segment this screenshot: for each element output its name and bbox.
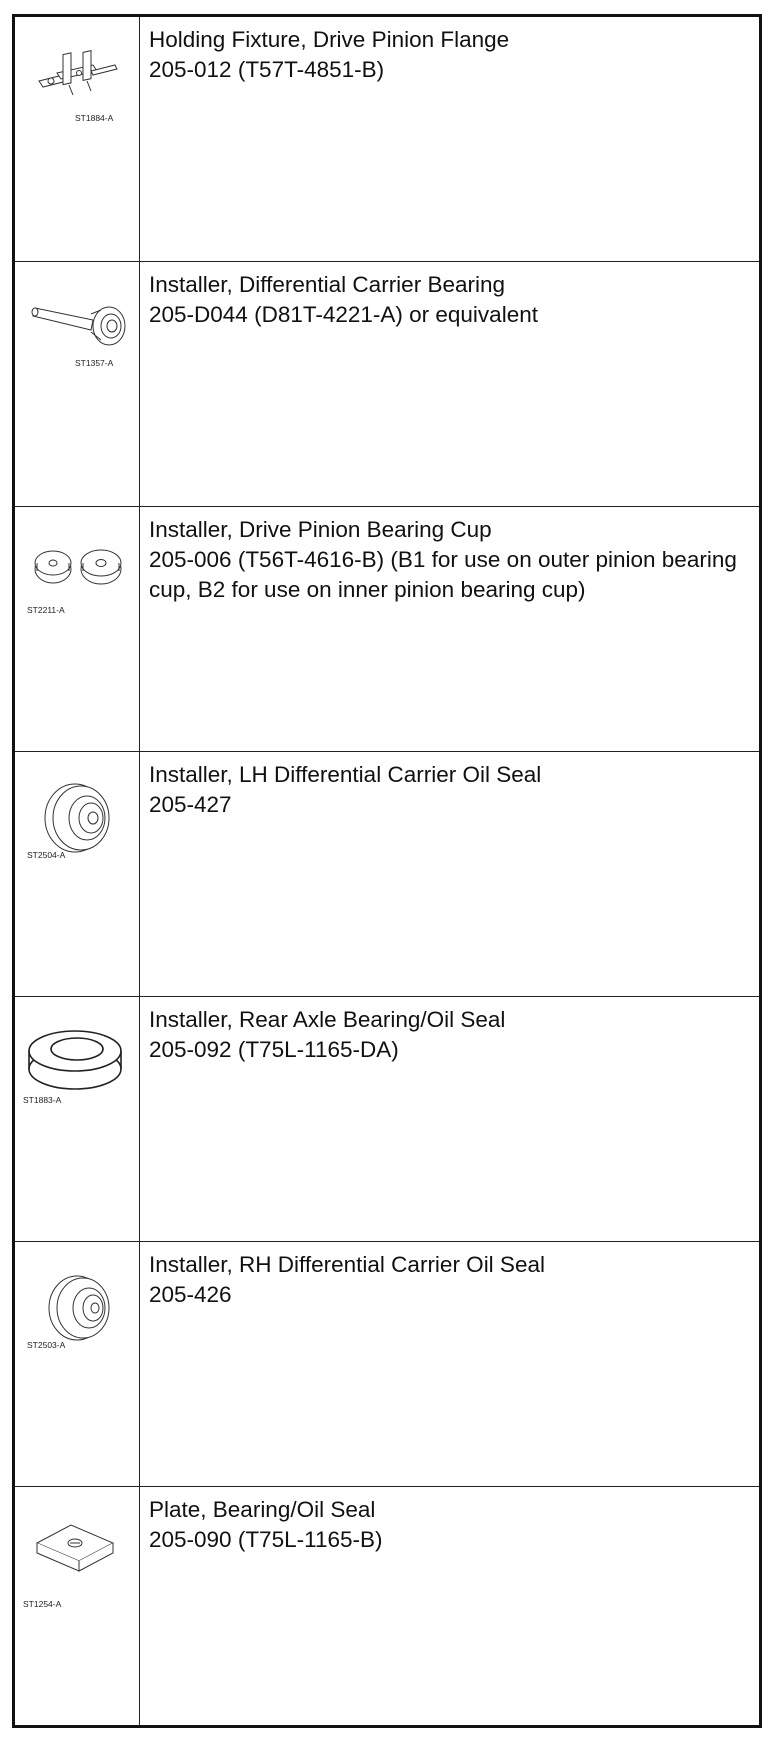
tool-name: Installer, RH Differential Carrier Oil Seal: [149, 1252, 545, 1277]
figure-code: ST1254-A: [23, 1599, 62, 1609]
tool-part-number: 205-006 (T56T-4616-B) (B1 for use on outer pinion bearing cup, B2 for use on inner pinion bearing cup): [149, 547, 737, 602]
tool-part-number: 205-092 (T75L-1165-DA): [149, 1037, 399, 1062]
figure-code: ST1357-A: [75, 358, 114, 368]
lh-oil-seal-installer-icon: [39, 778, 119, 858]
tool-part-number: 205-427: [149, 792, 232, 817]
table-row: [15, 1242, 759, 1487]
figure-code: ST1884-A: [75, 113, 114, 123]
figure-code: ST2211-A: [27, 605, 65, 615]
tool-illustration-cell: [15, 752, 140, 996]
special-tools-table: [12, 14, 762, 1728]
figure-code: ST1883-A: [23, 1095, 62, 1105]
rear-axle-seal-installer-icon: [25, 1023, 125, 1093]
tool-illustration-cell: [15, 997, 140, 1241]
figure-code: ST2503-A: [27, 1340, 66, 1350]
tool-part-number: 205-426: [149, 1282, 232, 1307]
tool-illustration-cell: [15, 262, 140, 506]
tool-name: Installer, Differential Carrier Bearing: [149, 272, 505, 297]
table-row: [15, 1487, 759, 1725]
tool-illustration-cell: [15, 1242, 140, 1486]
tool-description: [140, 262, 759, 506]
tool-name: Plate, Bearing/Oil Seal: [149, 1497, 376, 1522]
tool-illustration-cell: [15, 17, 140, 261]
bearing-cup-installer-icon: [29, 541, 129, 591]
tool-name: Holding Fixture, Drive Pinion Flange: [149, 27, 510, 52]
table-row: [15, 997, 759, 1242]
table-row: [15, 752, 759, 997]
tool-name: Installer, Rear Axle Bearing/Oil Seal: [149, 1007, 506, 1032]
tool-part-number: 205-012 (T57T-4851-B): [149, 57, 385, 82]
tool-description: [140, 997, 759, 1241]
tool-illustration-cell: [15, 507, 140, 751]
holding-fixture-icon: [33, 51, 121, 101]
tool-description: [140, 752, 759, 996]
tool-description: [140, 1487, 759, 1725]
tool-part-number: 205-D044 (D81T-4221-A) or equivalent: [149, 302, 538, 327]
table-row: [15, 507, 759, 752]
tool-description: [140, 1242, 759, 1486]
carrier-bearing-installer-icon: [31, 290, 131, 350]
seal-plate-icon: [31, 1517, 121, 1577]
table-row: [15, 262, 759, 507]
tool-name: Installer, LH Differential Carrier Oil Seal: [149, 762, 542, 787]
rh-oil-seal-installer-icon: [41, 1268, 121, 1348]
tool-name: Installer, Drive Pinion Bearing Cup: [149, 517, 492, 542]
tool-illustration-cell: [15, 1487, 140, 1725]
tool-description: [140, 17, 759, 261]
tool-description: [140, 507, 759, 751]
table-row: [15, 17, 759, 262]
tool-part-number: 205-090 (T75L-1165-B): [149, 1527, 383, 1552]
figure-code: ST2504-A: [27, 850, 66, 860]
